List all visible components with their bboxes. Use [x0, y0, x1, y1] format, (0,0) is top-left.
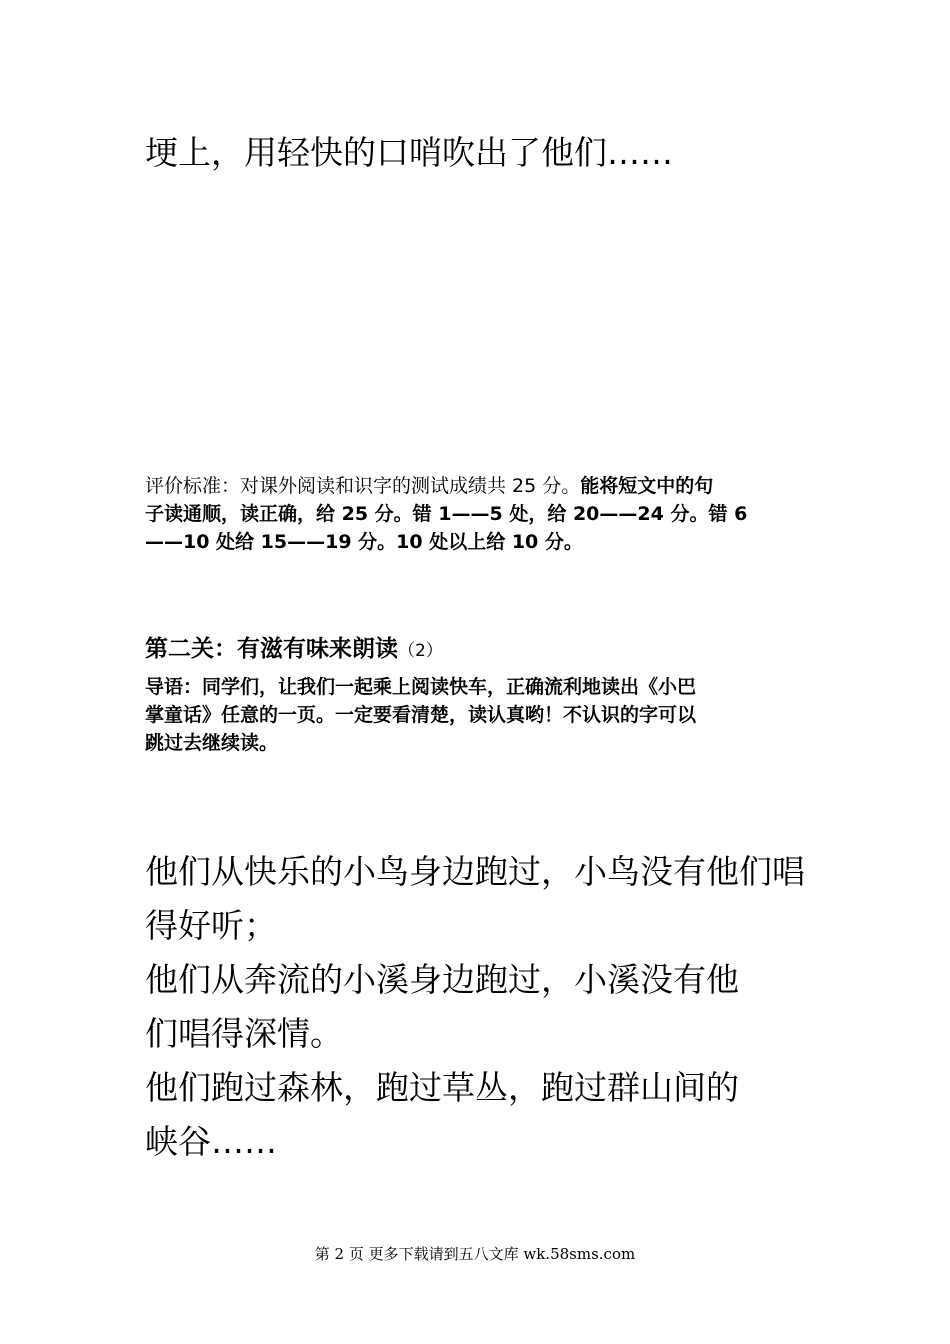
level-title: 第二关：有滋有味来朗读: [145, 636, 398, 662]
passage-line: 得好听；: [145, 906, 277, 945]
level-heading: [145, 630, 810, 670]
evaluation-line: [145, 472, 810, 500]
reading-passage: [145, 845, 810, 1169]
page-footer: 第 2 页 更多下载请到五八文库 wk.58sms.com: [314, 1245, 636, 1263]
evaluation-line: 子读通顺，读正确，给 25 分。错 1——5 处，给 20——24 分。错 6: [145, 503, 748, 525]
evaluation-criteria: [145, 472, 810, 556]
level-number: （2）: [398, 641, 443, 661]
evaluation-line-text: 能将短文中的句: [580, 475, 714, 497]
passage-line: 他们跑过森林，跑过草丛，跑过群山间的: [145, 1068, 739, 1107]
passage-line: 们唱得深情。: [145, 1014, 343, 1053]
continued-text-line: 埂上，用轻快的口哨吹出了他们……: [145, 133, 673, 172]
passage-line: 他们从快乐的小鸟身边跑过，小鸟没有他们唱: [145, 852, 805, 891]
evaluation-lead: 评价标准：对课外阅读和识字的测试成绩共 25 分。: [145, 475, 581, 497]
guide-line: 导语：同学们，让我们一起乘上阅读快车，正确流利地读出《小巴: [145, 676, 697, 698]
guide-paragraph: [145, 673, 810, 757]
evaluation-line: ——10 处给 15——19 分。10 处以上给 10 分。: [145, 531, 583, 553]
guide-line: 掌童话》任意的一页。一定要看清楚，读认真哟！不认识的字可以: [145, 704, 697, 726]
passage-line: 他们从奔流的小溪身边跑过，小溪没有他: [145, 960, 739, 999]
passage-line: 峡谷……: [145, 1122, 277, 1161]
guide-line: 跳过去继续读。: [145, 732, 279, 754]
